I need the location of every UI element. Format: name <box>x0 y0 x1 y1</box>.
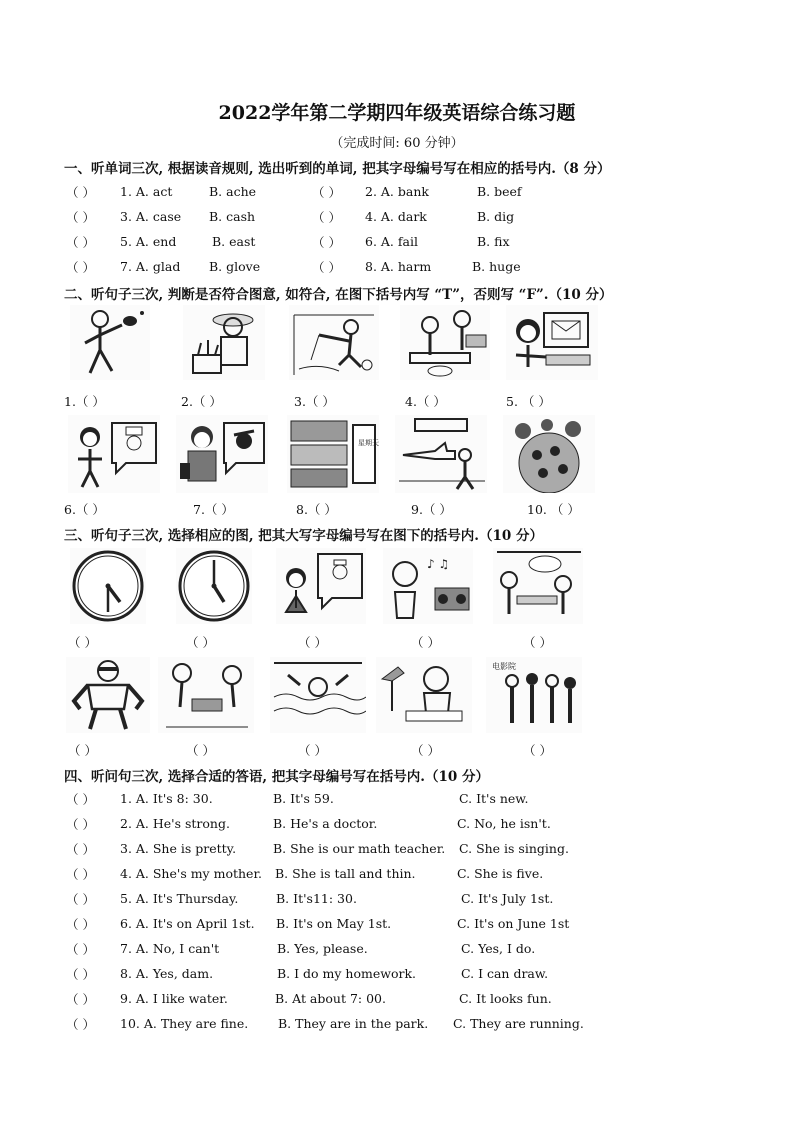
picture-label[interactable]: （ ） <box>411 743 440 758</box>
picture-girl-thinking-of-chef <box>68 415 160 493</box>
option-b: B. It's11: 30. <box>276 891 357 906</box>
option-c: C. She is singing. <box>459 841 569 856</box>
answer-blank[interactable]: （ ） <box>312 210 341 225</box>
picture-label[interactable]: 3.（ ） <box>294 394 335 409</box>
answer-blank[interactable]: （ ） <box>66 992 95 1007</box>
answer-blank[interactable]: （ ） <box>312 235 341 250</box>
picture-clock-five-oclock <box>176 548 252 624</box>
board-text: 星期天 <box>358 439 379 447</box>
page-title: 2022学年第二学期四年级英语综合练习题 <box>218 102 576 124</box>
answer-blank[interactable]: （ ） <box>66 1017 95 1032</box>
option-c: C. No, he isn't. <box>457 816 551 831</box>
option-a: 7. A. glad <box>120 259 181 274</box>
picture-person-watering-plants <box>183 305 265 380</box>
option-c: C. It looks fun. <box>459 991 552 1006</box>
picture-label[interactable]: 10. （ ） <box>527 502 580 517</box>
picture-crowd-celebrating <box>503 415 595 493</box>
option-a: 4. A. dark <box>365 209 427 224</box>
picture-boy-listening-to-radio <box>383 548 473 624</box>
answer-blank[interactable]: （ ） <box>66 917 95 932</box>
option-a: 3. A. She is pretty. <box>120 841 237 856</box>
picture-label[interactable]: 7.（ ） <box>193 502 234 517</box>
option-c: C. It's new. <box>459 791 529 806</box>
option-b: B. glove <box>209 259 261 274</box>
section3-heading: 三、听句子三次, 选择相应的图, 把其大写字母编号写在图下的括号内.（10 分） <box>64 528 543 544</box>
option-b: B. It's on May 1st. <box>276 916 392 931</box>
answer-blank[interactable]: （ ） <box>66 817 95 832</box>
picture-boy-fishing <box>289 305 379 380</box>
option-a: 6. A. fail <box>365 234 418 249</box>
option-c: C. It's on June 1st <box>457 916 570 931</box>
picture-label[interactable]: 9.（ ） <box>411 502 452 517</box>
picture-label[interactable]: （ ） <box>298 743 327 758</box>
option-a: 8. A. Yes, dam. <box>120 966 214 981</box>
option-b: B. dig <box>477 209 515 224</box>
picture-label[interactable]: （ ） <box>186 635 215 650</box>
option-a: 7. A. No, I can't <box>120 941 220 956</box>
svg-text:♪ ♫: ♪ ♫ <box>427 557 450 571</box>
answer-blank[interactable]: （ ） <box>66 185 95 200</box>
option-c: C. She is five. <box>457 866 544 881</box>
option-c: C. It's July 1st. <box>461 891 554 906</box>
option-b: B. I do my homework. <box>277 966 417 981</box>
answer-blank[interactable]: （ ） <box>66 235 95 250</box>
option-b: B. east <box>212 234 256 249</box>
answer-blank[interactable]: （ ） <box>66 842 95 857</box>
option-a: 1. A. act <box>120 184 173 199</box>
option-b: B. cash <box>209 209 256 224</box>
option-b: B. ache <box>209 184 257 199</box>
option-a: 5. A. It's Thursday. <box>120 891 239 906</box>
option-b: B. huge <box>472 259 521 274</box>
option-a: 8. A. harm <box>365 259 432 274</box>
section1-heading: 一、听单词三次, 根据读音规则, 选出听到的单词, 把其字母编号写在相应的括号内.（8 分） <box>64 161 611 177</box>
picture-girl-thinking-of-nurse <box>276 548 366 624</box>
section4-heading: 四、听问句三次, 选择合适的答语, 把其字母编号写在括号内.（10 分） <box>64 769 489 785</box>
section2-heading: 二、听句子三次, 判断是否符合图意, 如符合, 在图下括号内写 “T”，否则写 “F”.（10 分） <box>64 287 613 303</box>
picture-market-stall <box>287 415 379 493</box>
option-a: 10. A. They are fine. <box>120 1016 249 1031</box>
picture-boy-flying-plane <box>395 415 487 493</box>
picture-label[interactable]: （ ） <box>523 635 552 650</box>
answer-blank[interactable]: （ ） <box>66 942 95 957</box>
cinema-text: 电影院 <box>492 662 516 671</box>
answer-blank[interactable]: （ ） <box>66 260 95 275</box>
option-a: 2. A. He's strong. <box>120 816 230 831</box>
picture-label[interactable]: 5. （ ） <box>506 394 551 409</box>
option-a: 6. A. It's on April 1st. <box>120 916 255 931</box>
answer-blank[interactable]: （ ） <box>66 867 95 882</box>
option-b: B. beef <box>477 184 522 199</box>
option-b: B. fix <box>477 234 510 249</box>
option-a: 5. A. end <box>120 234 177 249</box>
picture-label[interactable]: 2.（ ） <box>181 394 222 409</box>
picture-boy-playing-ping-pong <box>70 305 150 380</box>
answer-blank[interactable]: （ ） <box>66 210 95 225</box>
picture-label[interactable]: （ ） <box>186 743 215 758</box>
option-c: C. They are running. <box>453 1016 584 1031</box>
picture-boy-doing-homework <box>376 657 472 733</box>
picture-strong-man <box>66 657 150 733</box>
option-b: B. He's a doctor. <box>273 816 378 831</box>
option-a: 9. A. I like water. <box>120 991 228 1006</box>
option-c: C. Yes, I do. <box>461 941 536 956</box>
picture-label[interactable]: 1.（ ） <box>64 394 105 409</box>
picture-children-reading <box>400 305 490 380</box>
picture-label[interactable]: （ ） <box>68 743 97 758</box>
picture-label[interactable]: （ ） <box>523 743 552 758</box>
answer-blank[interactable]: （ ） <box>66 892 95 907</box>
picture-people-at-cinema <box>486 657 582 733</box>
picture-label[interactable]: 8.（ ） <box>296 502 337 517</box>
picture-label[interactable]: （ ） <box>411 635 440 650</box>
option-b: B. Yes, please. <box>277 941 368 956</box>
option-b: B. She is tall and thin. <box>275 866 416 881</box>
option-b: B. They are in the park. <box>278 1016 429 1031</box>
picture-label[interactable]: 6.（ ） <box>64 502 105 517</box>
picture-clock-four-thirty <box>70 548 146 624</box>
picture-girl-at-computer <box>506 305 598 380</box>
answer-blank[interactable]: （ ） <box>312 185 341 200</box>
option-a: 4. A. She's my mother. <box>120 866 263 881</box>
picture-boy-swimming <box>270 657 366 733</box>
picture-boy-thinking-of-soldier <box>176 415 268 493</box>
answer-blank[interactable]: （ ） <box>312 260 341 275</box>
answer-blank[interactable]: （ ） <box>66 792 95 807</box>
option-a: 3. A. case <box>120 209 182 224</box>
option-b: B. It's 59. <box>273 791 334 806</box>
option-a: 2. A. bank <box>365 184 429 199</box>
picture-people-playing-chess <box>158 657 254 733</box>
picture-label[interactable]: （ ） <box>298 635 327 650</box>
answer-blank[interactable]: （ ） <box>66 967 95 982</box>
option-b: B. At about 7: 00. <box>275 991 386 1006</box>
page-subtitle: （完成时间: 60 分钟） <box>330 136 464 151</box>
option-c: C. I can draw. <box>461 966 549 981</box>
picture-family-at-dinner <box>493 548 583 624</box>
option-a: 1. A. It's 8: 30. <box>120 791 213 806</box>
option-b: B. She is our math teacher. <box>273 841 446 856</box>
picture-label[interactable]: 4.（ ） <box>405 394 446 409</box>
picture-label[interactable]: （ ） <box>68 635 97 650</box>
